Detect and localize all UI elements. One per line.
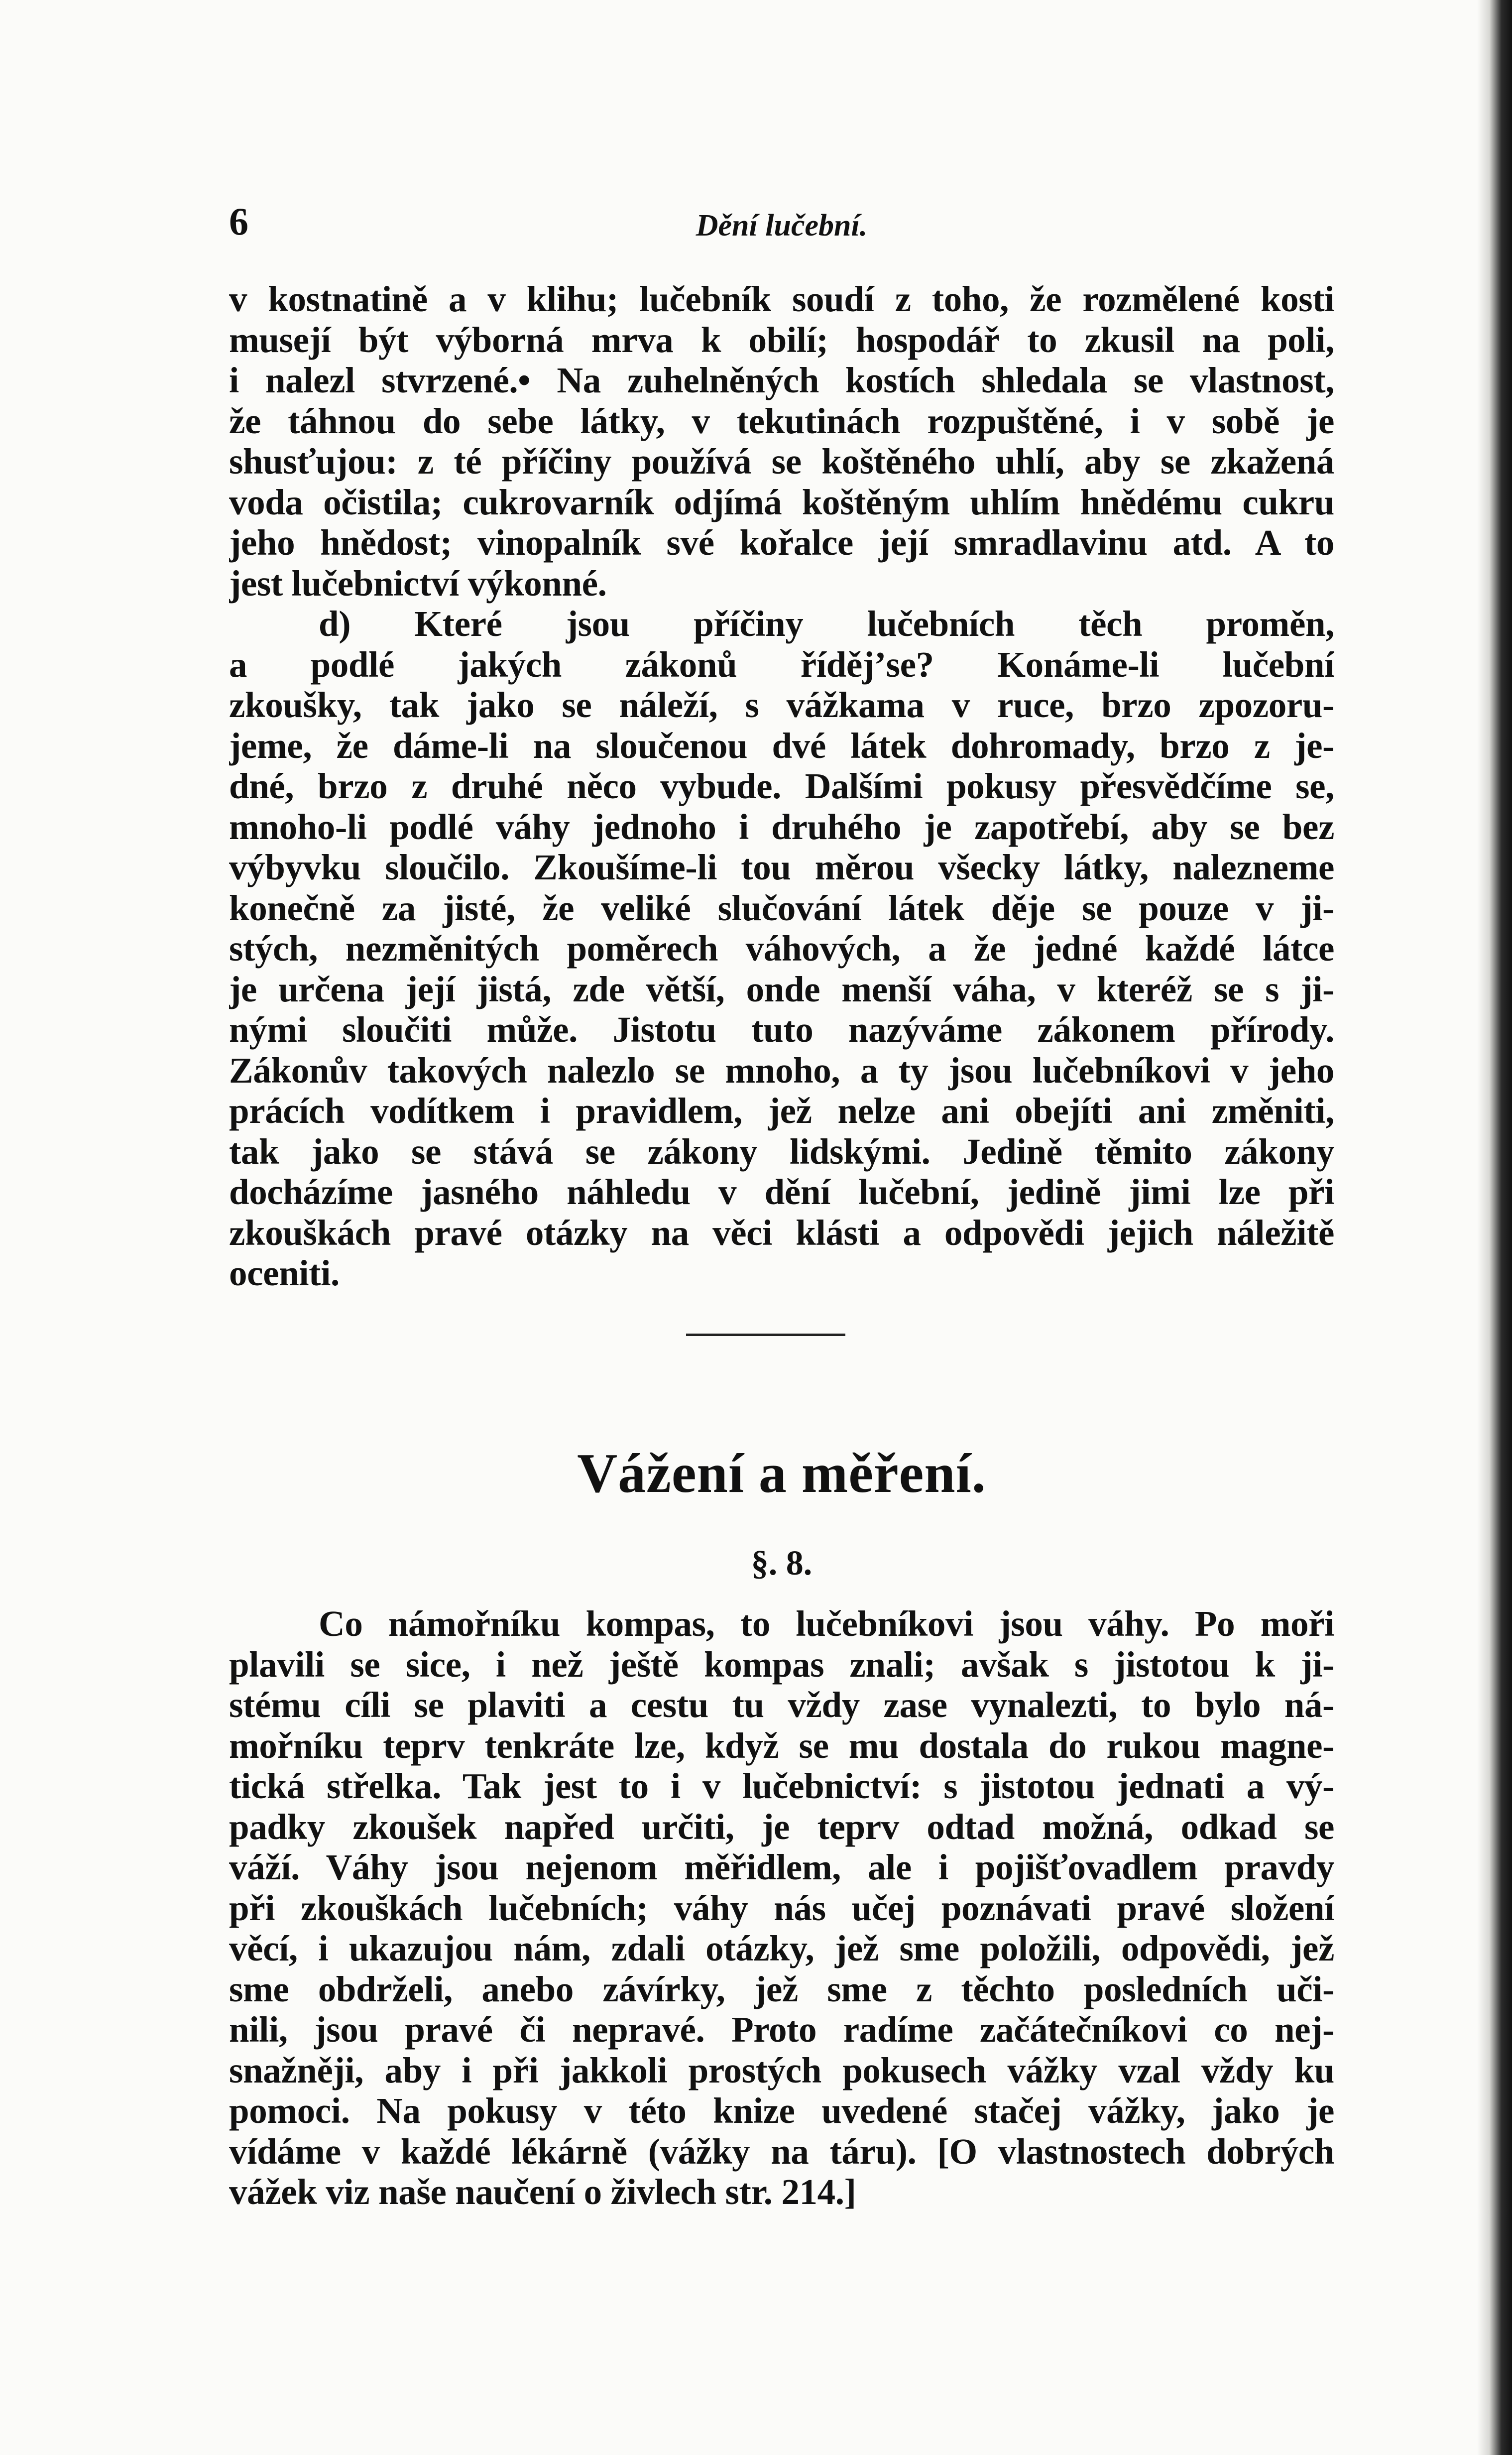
text-line: Co námořníku kompas, to lučebníkovi jsou váhy. Po moři — [319, 1603, 1334, 1644]
text-line: i nalezl stvrzené.• Na zuhelněných kostích shledala se vlastnost, — [229, 360, 1334, 400]
text-line: shusťujou: z té příčiny používá se koštěného uhlí, aby se zkažená — [229, 441, 1334, 482]
text-line: že táhnou do sebe látky, v tekutinách rozpuštěné, i v sobě je — [229, 400, 1334, 441]
running-title: Dění lučební. — [696, 209, 868, 243]
text-line: voda očistila; cukrovarník odjímá koštěným uhlím hnědému cukru — [229, 482, 1334, 522]
text-line: konečně za jisté, že veliké slučování látek děje se pouze v ji- — [229, 887, 1334, 928]
text-line: snažněji, aby i při jakkoli prostých pokusech vážky vzal vždy ku — [229, 2050, 1334, 2090]
text-line: mnoho-li podlé váhy jednoho i druhého je zapotřebí, aby se bez — [229, 806, 1334, 847]
text-line: plavili se sice, i než ještě kompas znali; avšak s jistotou k ji- — [229, 1644, 1334, 1685]
text-line: sme obdrželi, anebo závírky, jež sme z těchto posledních uči- — [229, 1968, 1334, 2009]
section-number: §. 8. — [751, 1544, 813, 1583]
text-line: tická střelka. Tak jest to i v lučebnictví: s jistotou jednati a vý- — [229, 1766, 1334, 1806]
text-line: a podlé jakých zákonů řídějʼse? Konáme-li lučební — [229, 644, 1334, 685]
text-line: při zkouškách lučebních; váhy nás učej poznávati pravé složení — [229, 1887, 1334, 1928]
text-block-lower — [229, 1603, 1334, 2212]
text-line: d) Které jsou příčiny lučebních těch proměn, — [319, 604, 1334, 644]
text-line: oceniti. — [229, 1253, 340, 1293]
text-line: zkoušky, tak jako se náleží, s vážkama v ruce, brzo zpozoru- — [229, 685, 1334, 725]
text-line: je určena její jistá, zde větší, onde menší váha, v kteréž se s ji- — [229, 969, 1334, 1009]
page-number: 6 — [229, 200, 248, 243]
text-line: stému cíli se plaviti a cestu tu vždy zase vynalezti, to bylo ná- — [229, 1685, 1334, 1725]
text-block-upper — [229, 279, 1334, 1294]
page-header — [229, 199, 1334, 254]
text-line: dné, brzo z druhé něco vybude. Dalšími pokusy přesvědčíme se, — [229, 766, 1334, 806]
text-line: tak jako se stává se zákony lidskými. Jedině těmito zákony — [229, 1131, 1334, 1172]
text-line: nými sloučiti může. Jistotu tuto nazýváme zákonem přírody. — [229, 1009, 1334, 1050]
text-line: výbyvku sloučilo. Zkoušíme-li tou měrou všecky látky, nalezneme — [229, 847, 1334, 887]
text-line: zkouškách pravé otázky na věci klásti a odpovědi jejich náležitě — [229, 1212, 1334, 1253]
page-edge-shadow — [1477, 0, 1512, 2455]
text-line: prácích vodítkem i pravidlem, jež nelze ani obejíti ani změniti, — [229, 1091, 1334, 1131]
section-divider — [686, 1334, 845, 1336]
text-line: jest lučebnictví výkonné. — [229, 563, 607, 604]
text-line: jeme, že dáme-li na sloučenou dvé látek dohromady, brzo z je- — [229, 725, 1334, 766]
section-heading: Vážení a měření. — [577, 1443, 986, 1504]
text-line: docházíme jasného náhledu v dění lučební, jedině jimi lze při — [229, 1172, 1334, 1212]
text-line: nili, jsou pravé či nepravé. Proto radíme začátečníkovi co nej- — [229, 2009, 1334, 2050]
text-line: vídáme v každé lékárně (vážky na táru). [O vlastnostech dobrých — [229, 2131, 1334, 2172]
text-line: pomoci. Na pokusy v této knize uvedené stačej vážky, jako je — [229, 2090, 1334, 2131]
text-line: padky zkoušek napřed určiti, je teprv odtad možná, odkad se — [229, 1806, 1334, 1847]
text-line: jeho hnědost; vinopalník své kořalce její smradlavinu atd. A to — [229, 522, 1334, 563]
text-line: v kostnatině a v klihu; lučebník soudí z toho, že rozmělené kosti — [229, 279, 1334, 319]
text-line: vážek viz naše naučení o živlech str. 214.] — [229, 2172, 856, 2212]
text-line: mořníku teprv tenkráte lze, když se mu dostala do rukou magne- — [229, 1725, 1334, 1766]
text-line: věcí, i ukazujou nám, zdali otázky, jež sme položili, odpovědi, jež — [229, 1928, 1334, 1968]
text-line: musejí být výborná mrva k obilí; hospodář to zkusil na poli, — [229, 319, 1334, 360]
text-line: váží. Váhy jsou nejenom měřidlem, ale i pojišťovadlem pravdy — [229, 1847, 1334, 1887]
text-line: stých, nezměnitých poměrech váhových, a že jedné každé látce — [229, 928, 1334, 969]
text-line: Zákonův takových nalezlo se mnoho, a ty jsou lučebníkovi v jeho — [229, 1050, 1334, 1091]
